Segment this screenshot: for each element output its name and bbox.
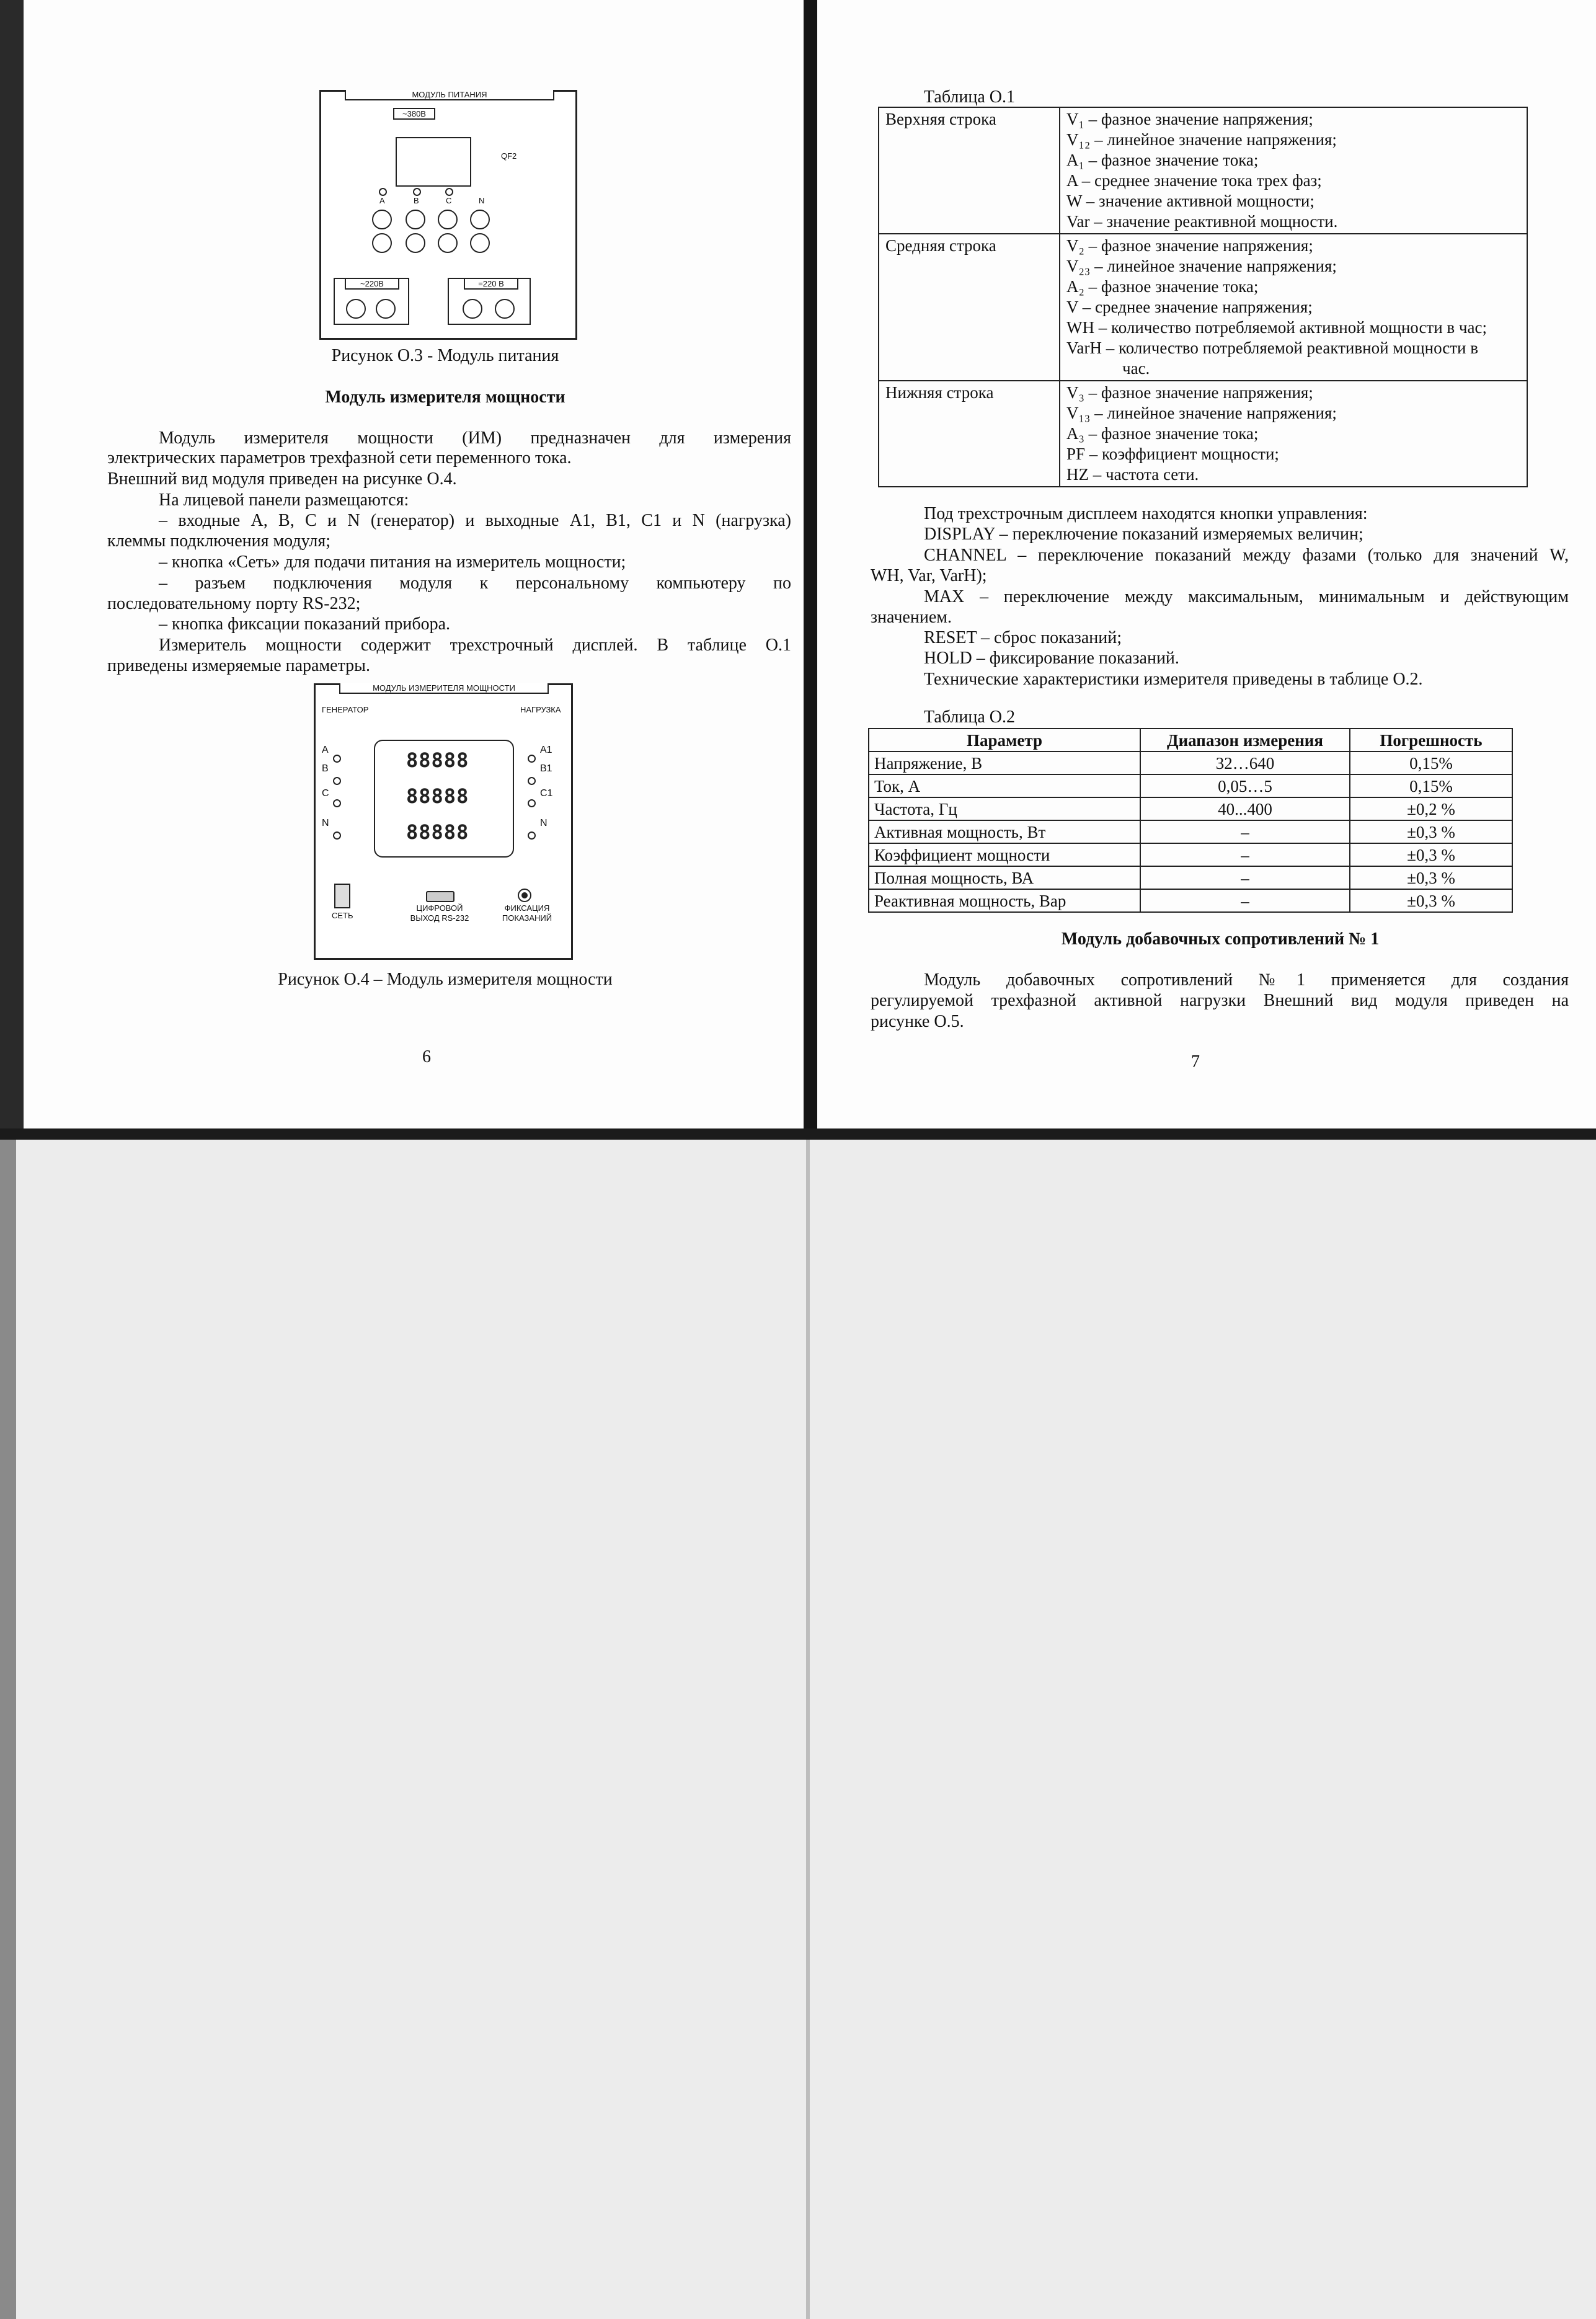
fig4-out-c1: C1 <box>540 788 553 799</box>
table-cell-name: Верхняя строка <box>879 107 1060 234</box>
display-row-1: 88888 <box>406 748 469 772</box>
buttons-line: MAX – переключение между максимальным, минимальным и действующим <box>924 587 1569 606</box>
scan-left-edge-lower <box>0 1140 16 2319</box>
fig3-terminal <box>438 210 458 229</box>
fig4-load-label: НАГРУЗКА <box>520 705 561 714</box>
final-paragraph-line: регулируемой трехфазной активной нагрузки Внешний вид модуля приведен на <box>871 991 1569 1010</box>
table-cell: Полная мощность, ВА <box>869 866 1140 889</box>
fig4-generator-label: ГЕНЕРАТОР <box>322 705 369 714</box>
fig4-hold-label-2: ПОКАЗАНИЙ <box>502 913 552 923</box>
table-cell: – <box>1140 843 1350 866</box>
table-o1 <box>878 107 1528 487</box>
fig3-phase-n: N <box>479 196 485 205</box>
table-row <box>879 234 1527 381</box>
table-cell-items <box>1060 234 1527 381</box>
figure-power-module <box>319 90 577 340</box>
item: WH – количество потребляемой активной мощности в час; <box>1066 318 1487 337</box>
table-cell: 32…640 <box>1140 752 1350 774</box>
table-cell: Активная мощность, Вт <box>869 820 1140 843</box>
buttons-line: Под трехстрочным дисплеем находятся кнопки управления: <box>924 504 1368 523</box>
table-row <box>879 107 1527 234</box>
table-row <box>869 774 1512 797</box>
fig3-caption: Рисунок О.3 - Модуль питания <box>331 346 559 365</box>
buttons-line: CHANNEL – переключение показаний между фазами (только для значений W, <box>924 546 1569 565</box>
buttons-line: WH, Var, VarH); <box>871 566 987 585</box>
buttons-line: Технические характеристики измерителя приведены в таблице О.2. <box>924 670 1423 689</box>
fig4-in-a: A <box>322 745 329 755</box>
figure-power-meter <box>314 683 573 960</box>
item: A₁ – фазное значение тока; <box>1066 151 1259 169</box>
table-cell-name: Нижняя строка <box>879 381 1060 487</box>
buttons-line: значением. <box>871 608 952 627</box>
fig3-title: МОДУЛЬ ПИТАНИЯ <box>345 90 554 100</box>
table-cell: 0,05…5 <box>1140 774 1350 797</box>
paragraph-line: электрических параметров трехфазной сети переменного тока. <box>107 448 572 468</box>
item: V₂ – фазное значение напряжения; <box>1066 236 1313 255</box>
display-row-3: 88888 <box>406 820 469 844</box>
fig4-out-a1: A1 <box>540 745 552 755</box>
table-header: Погрешность <box>1350 729 1512 752</box>
fig4-hold-label-1: ФИКСАЦИЯ <box>504 903 550 913</box>
table-cell: ±0,2 % <box>1350 797 1512 820</box>
fig3-terminal <box>470 210 490 229</box>
table-header-row <box>869 729 1512 752</box>
fig4-caption: Рисунок О.4 – Модуль измерителя мощности <box>278 970 613 989</box>
table-cell: – <box>1140 889 1350 912</box>
table-cell-items <box>1060 381 1527 487</box>
fig3-out1-label: ~220В <box>345 278 399 290</box>
item: V₁₂ – линейное значение напряжения; <box>1066 130 1337 149</box>
item: V₁₃ – линейное значение напряжения; <box>1066 404 1337 422</box>
item: A₂ – фазное значение тока; <box>1066 277 1259 296</box>
table-row <box>869 843 1512 866</box>
table-row <box>869 797 1512 820</box>
table-cell: ±0,3 % <box>1350 889 1512 912</box>
fig3-switch-label: QF2 <box>501 151 517 161</box>
item: VarH – количество потребляемой реактивной мощности в <box>1066 339 1478 357</box>
item: PF – коэффициент мощности; <box>1066 445 1279 463</box>
left-page <box>24 0 804 1128</box>
fig3-top-label: ~380В <box>393 108 435 120</box>
item: Var – значение реактивной мощности. <box>1066 212 1338 231</box>
table-cell: – <box>1140 820 1350 843</box>
item: V₁ – фазное значение напряжения; <box>1066 110 1313 128</box>
table-header: Диапазон измерения <box>1140 729 1350 752</box>
item: час. <box>1122 359 1150 378</box>
hold-button-icon <box>518 889 531 902</box>
fig3-terminal <box>406 233 425 253</box>
fig4-in-n: N <box>322 818 329 828</box>
table-header: Параметр <box>869 729 1140 752</box>
table-row <box>869 820 1512 843</box>
fig4-in-b: B <box>322 763 329 774</box>
item: V₂₃ – линейное значение напряжения; <box>1066 257 1337 275</box>
rs232-connector-icon <box>426 891 454 902</box>
fig4-power-label: СЕТЬ <box>332 911 353 920</box>
buttons-line: RESET – сброс показаний; <box>924 628 1122 647</box>
book-spine-lower <box>806 1140 810 2319</box>
item: V₃ – фазное значение напряжения; <box>1066 383 1313 402</box>
fig3-phase-a: A <box>379 196 385 205</box>
scan-blank-area <box>0 1140 1596 2319</box>
fig4-title: МОДУЛЬ ИЗМЕРИТЕЛЯ МОЩНОСТИ <box>339 683 549 694</box>
fig3-terminal <box>438 233 458 253</box>
paragraph-line: Измеритель мощности содержит трехстрочный дисплей. В таблице О.1 <box>159 636 791 655</box>
table1-caption: Таблица О.1 <box>924 87 1015 107</box>
table-cell: Реактивная мощность, Вар <box>869 889 1140 912</box>
paragraph-line: – кнопка фиксации показаний прибора. <box>159 614 451 634</box>
fig3-phase-c: C <box>446 196 452 205</box>
fig4-out-n: N <box>540 818 548 828</box>
table-cell: Коэффициент мощности <box>869 843 1140 866</box>
item: A – среднее значение тока трех фаз; <box>1066 171 1322 190</box>
scan-fold-line <box>0 1128 1596 1140</box>
paragraph-line: клеммы подключения модуля; <box>107 531 331 551</box>
paragraph-line: последовательному порту RS-232; <box>107 594 361 613</box>
table-cell: Ток, А <box>869 774 1140 797</box>
fig3-output-2 <box>448 278 531 325</box>
final-paragraph-line: рисунке О.5. <box>871 1012 964 1031</box>
table-cell: – <box>1140 866 1350 889</box>
table-row <box>879 381 1527 487</box>
fig4-rs-label-1: ЦИФРОВОЙ <box>416 903 463 913</box>
paragraph-line: – входные A, B, C и N (генератор) и выходные A1, B1, C1 и N (нагрузка) <box>159 511 791 530</box>
fig3-out2-label: =220 В <box>464 278 518 290</box>
table-cell: Частота, Гц <box>869 797 1140 820</box>
table-cell: 0,15% <box>1350 752 1512 774</box>
fig4-output-terminals <box>509 685 571 871</box>
heading-resistors-module: Модуль добавочных сопротивлений № 1 <box>1061 929 1380 949</box>
book-spine <box>804 0 817 1140</box>
buttons-line: DISPLAY – переключение показаний измеряемых величин; <box>924 525 1363 544</box>
table-row <box>869 866 1512 889</box>
paragraph-line: – кнопка «Сеть» для подачи питания на измеритель мощности; <box>159 552 626 572</box>
power-switch-icon <box>334 884 350 908</box>
table-cell: 40...400 <box>1140 797 1350 820</box>
heading-power-meter: Модуль измерителя мощности <box>325 388 565 407</box>
fig3-phase-b: B <box>414 196 419 205</box>
table-cell: ±0,3 % <box>1350 843 1512 866</box>
fig4-out-b1: B1 <box>540 763 552 774</box>
fig4-input-terminals <box>316 685 378 871</box>
fig3-output-1 <box>334 278 409 325</box>
scan-left-edge <box>0 0 24 1140</box>
table-row <box>869 752 1512 774</box>
item: A₃ – фазное значение тока; <box>1066 424 1259 443</box>
fig3-terminal <box>470 233 490 253</box>
page-number-left: 6 <box>422 1047 431 1066</box>
paragraph-line: – разъем подключения модуля к персональному компьютеру по <box>159 574 791 593</box>
table-cell: 0,15% <box>1350 774 1512 797</box>
table-cell: ±0,3 % <box>1350 820 1512 843</box>
fig3-terminal <box>406 210 425 229</box>
item: HZ – частота сети. <box>1066 465 1199 484</box>
final-paragraph-line: Модуль добавочных сопротивлений №1 применяется для создания <box>924 970 1569 990</box>
right-page <box>817 0 1596 1128</box>
table-cell: ±0,3 % <box>1350 866 1512 889</box>
paragraph-line: Модуль измерителя мощности (ИМ) предназначен для измерения <box>159 428 791 448</box>
fig4-rs-label-2: ВЫХОД RS-232 <box>410 913 469 923</box>
paragraph-line: приведены измеряемые параметры. <box>107 656 370 675</box>
fig4-display <box>374 740 514 858</box>
table-row <box>869 889 1512 912</box>
fig4-in-c: C <box>322 788 329 799</box>
table-cell: Напряжение, В <box>869 752 1140 774</box>
page-number-right: 7 <box>1191 1052 1200 1071</box>
table-cell-items <box>1060 107 1527 234</box>
paragraph-line: На лицевой панели размещаются: <box>159 490 409 510</box>
display-row-2: 88888 <box>406 784 469 808</box>
item: W – значение активной мощности; <box>1066 192 1314 210</box>
paragraph-line: Внешний вид модуля приведен на рисунке О.4. <box>107 469 457 489</box>
buttons-line: HOLD – фиксирование показаний. <box>924 649 1179 668</box>
table-o2 <box>868 728 1513 913</box>
fig3-terminal <box>372 210 392 229</box>
item: V – среднее значение напряжения; <box>1066 298 1313 316</box>
table2-caption: Таблица О.2 <box>924 707 1015 727</box>
table-cell-name: Средняя строка <box>879 234 1060 381</box>
fig3-terminal <box>372 233 392 253</box>
